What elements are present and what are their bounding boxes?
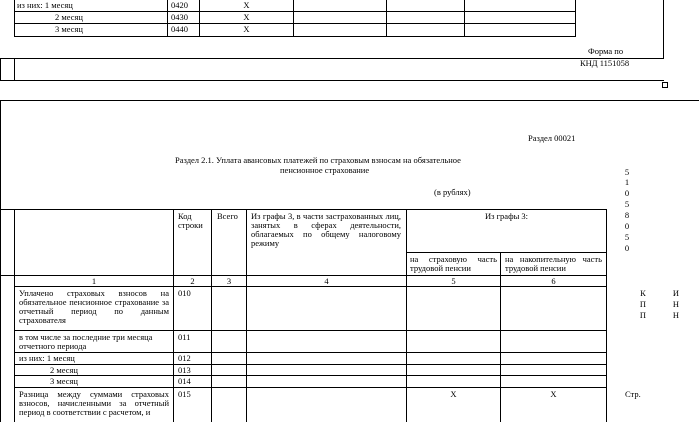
row-code: 014 [178, 376, 191, 386]
row-label: Уплачено страховых взносов на обязательное пенсионное страхование за отчетный период по данным страхователя [19, 288, 169, 325]
header-from-column-3-short: Из графы 3: [484, 211, 529, 221]
side-digit: 5 [624, 167, 630, 177]
row-label: 2 месяц [50, 365, 78, 375]
top-row-2-code: 0430 [171, 12, 188, 22]
inn-letter: Н [672, 310, 680, 320]
row-code: 011 [178, 332, 191, 342]
row-code: 010 [178, 288, 191, 298]
header-code: Код строки [178, 211, 203, 230]
header-total: Всего [217, 211, 238, 221]
page-marker [662, 82, 668, 88]
column-number: 2 [190, 276, 195, 286]
column-number: 5 [451, 276, 456, 286]
top-row-1-code: 0420 [171, 0, 188, 10]
inn-letter: И [672, 288, 680, 298]
page-label: Стр. [625, 389, 641, 399]
row-label: 3 месяц [50, 376, 78, 386]
row-col6: X [550, 389, 557, 399]
row-code: 013 [178, 365, 191, 375]
column-number: 1 [91, 276, 97, 286]
kpp-letter: П [639, 310, 647, 320]
header-insurance-part: на страховую часть трудовой пенсии [410, 254, 497, 273]
side-digit: 8 [624, 210, 630, 220]
side-digit: 5 [624, 232, 630, 242]
top-row-3-code: 0440 [171, 24, 188, 34]
top-row-2-label: 2 месяц [55, 12, 83, 22]
units-label: (в рублях) [434, 187, 471, 197]
side-digit: 5 [624, 199, 630, 209]
side-digit: 0 [624, 188, 630, 198]
knd-code: КНД 1151058 [580, 58, 630, 68]
kpp-letter: П [639, 299, 647, 309]
section-code: Раздел 00021 [528, 133, 576, 143]
top-row-1-label: из них: 1 месяц [17, 0, 73, 10]
column-number: 4 [324, 276, 329, 286]
header-from-column-3: Из графы 3, в части застрахованных лиц, занятых в сферах деятельности, облагаемых по общему налоговому режиму [251, 211, 401, 248]
column-number: 6 [551, 276, 556, 286]
row-col5: X [450, 389, 457, 399]
row-label: Разница между суммами страховых взносов, начисленными за отчетный период в соответствии с расчетом, и [19, 389, 169, 417]
row-label: в том числе за последние три месяца отчетного периода [19, 332, 153, 351]
top-row-1-mark: X [243, 0, 250, 10]
top-row-3-label: 3 месяц [55, 24, 83, 34]
row-code: 015 [178, 389, 191, 399]
row-label: из них: 1 месяц [19, 353, 75, 363]
side-digit: 0 [624, 221, 630, 231]
side-digit: 0 [624, 243, 630, 253]
form-label: Форма по [588, 46, 624, 56]
row-code: 012 [178, 353, 191, 363]
header-funded-part: на накопительную часть трудовой пенсии [505, 254, 602, 273]
kpp-letter: К [640, 288, 646, 298]
side-digit: 1 [624, 177, 630, 187]
top-row-2-mark: X [243, 12, 250, 22]
top-row-3-mark: X [243, 24, 250, 34]
section-title-line-2: пенсионное страхование [280, 165, 370, 175]
column-number: 3 [226, 276, 232, 286]
section-title-line-1: Раздел 2.1. Уплата авансовых платежей по страховым взносам на обязательное [175, 155, 461, 165]
inn-letter: Н [672, 299, 680, 309]
